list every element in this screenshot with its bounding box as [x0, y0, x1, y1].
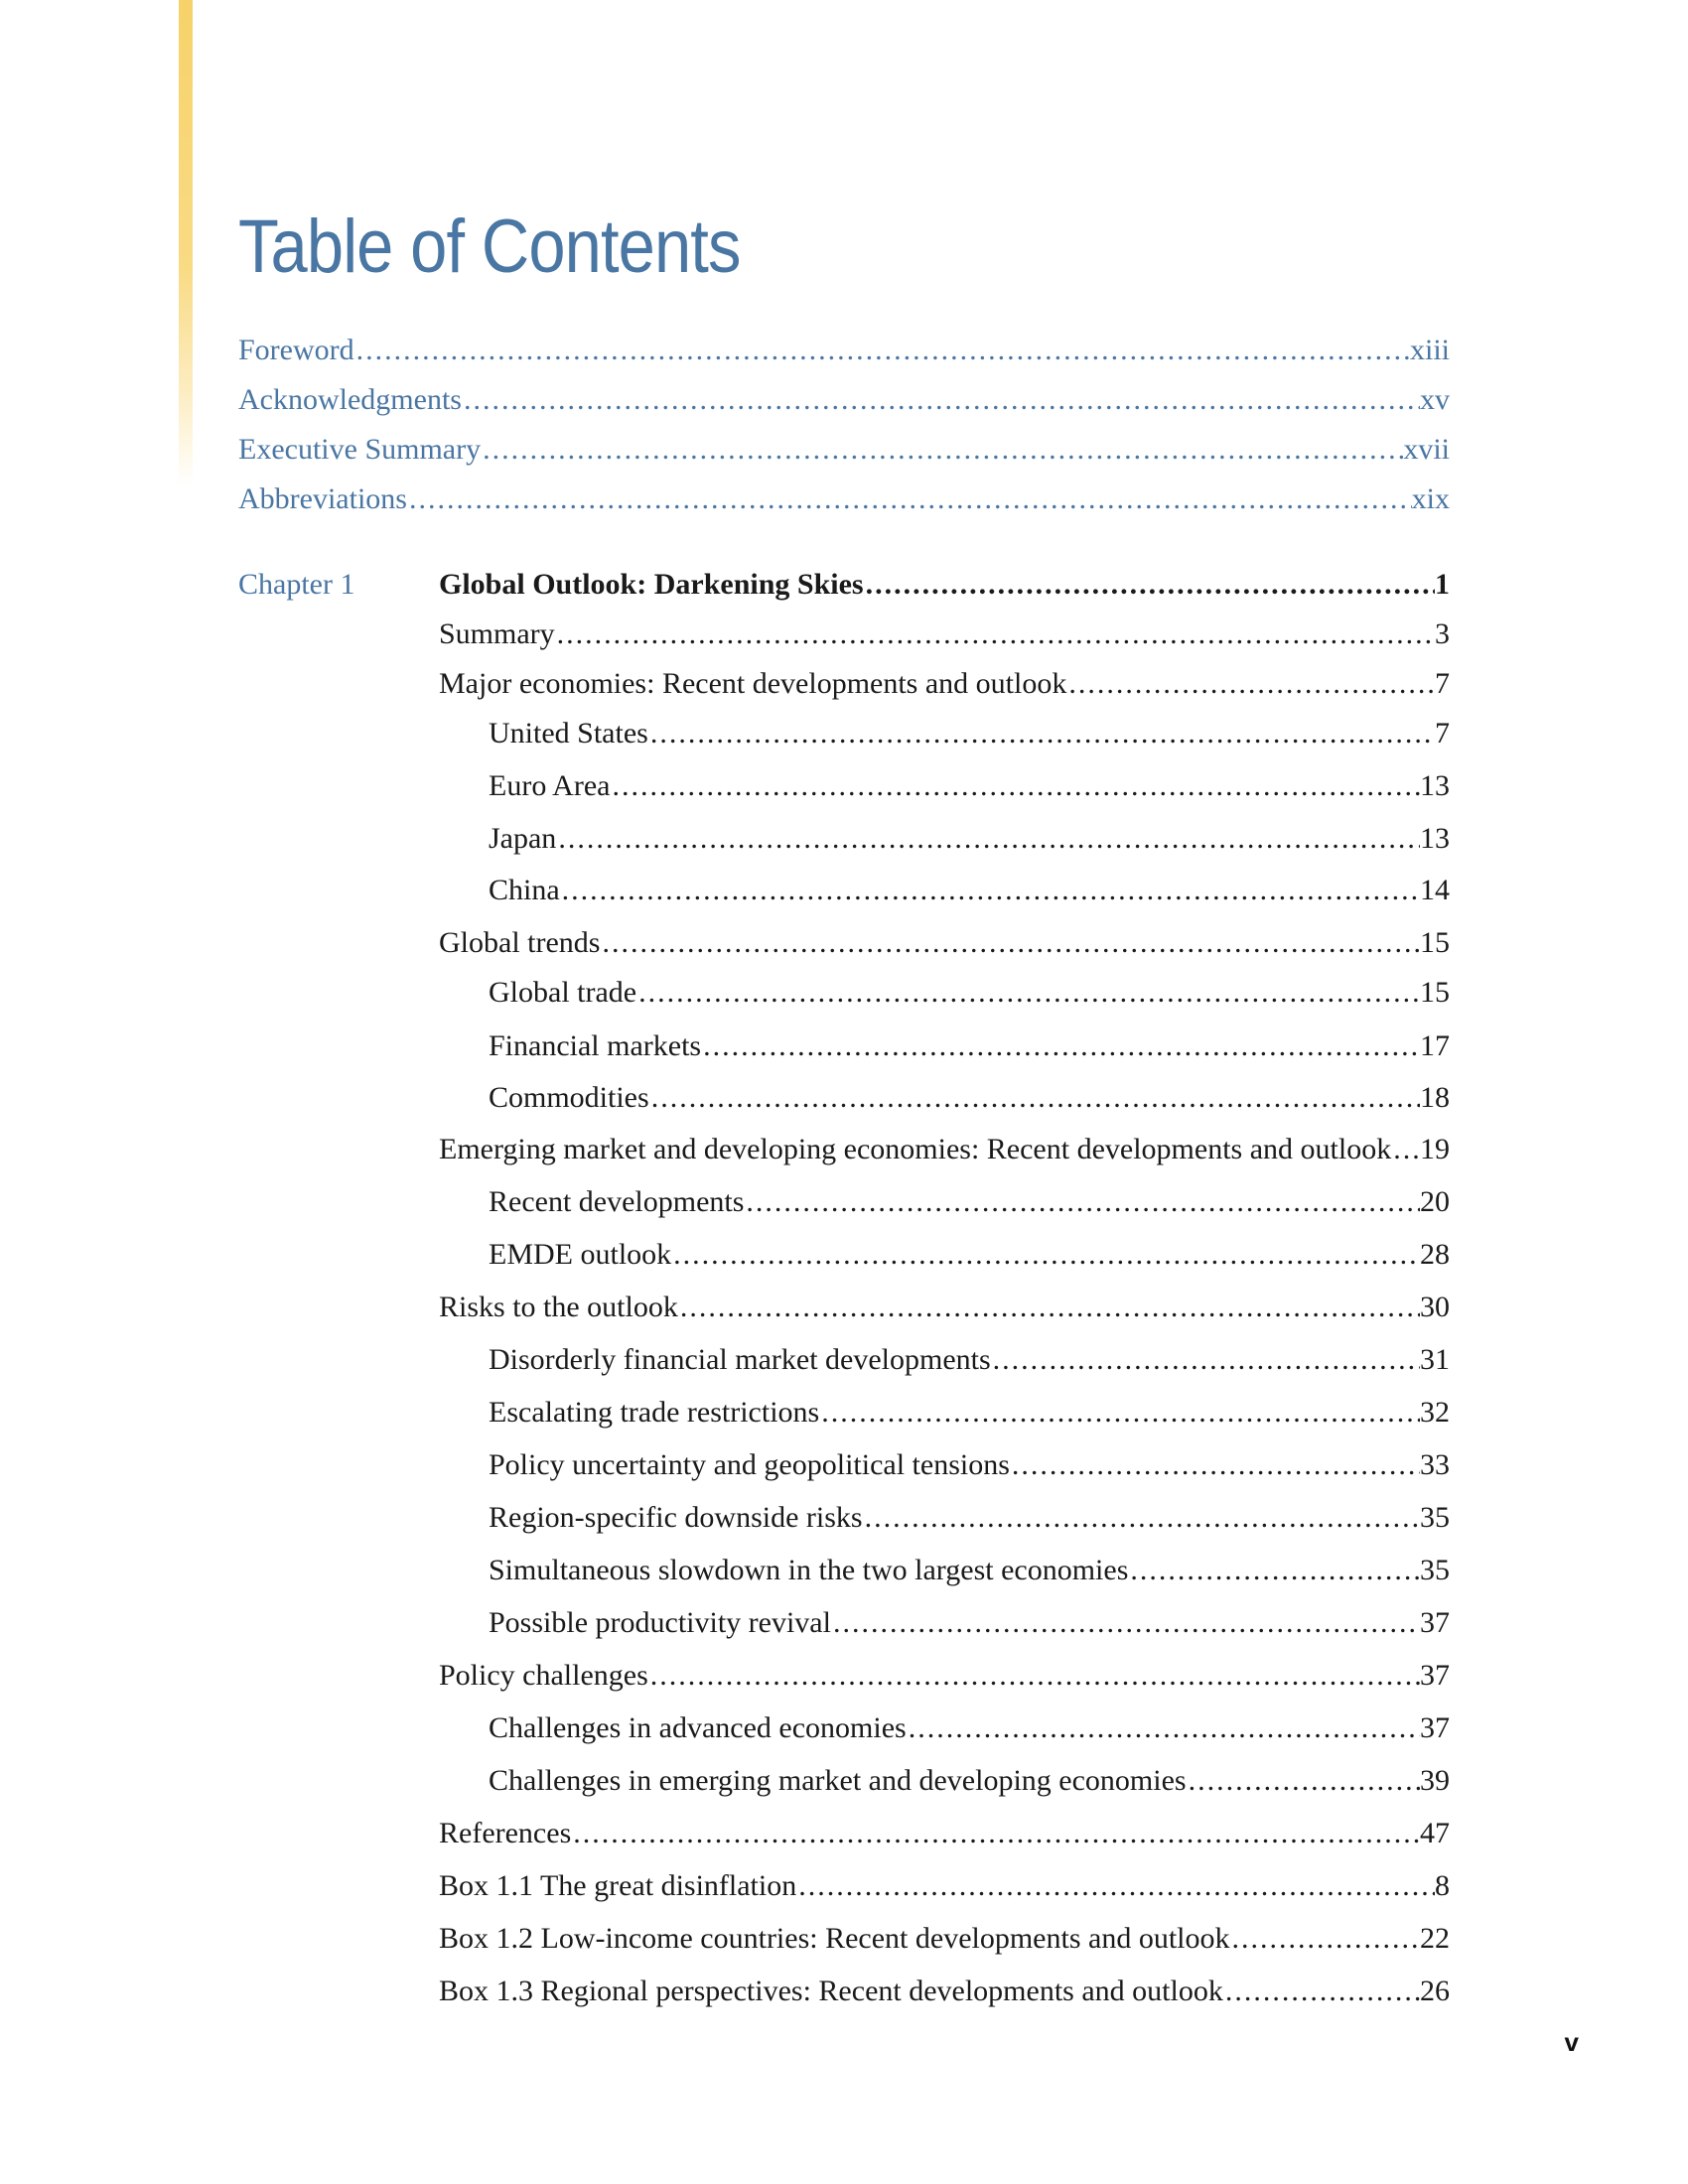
- toc-entry[interactable]: [489, 769, 1450, 809]
- leader-dots: [610, 769, 1420, 803]
- toc-entry-executive-summary[interactable]: [238, 433, 1450, 473]
- entry-page: 19: [1420, 1133, 1450, 1165]
- leader-dots: [1230, 1922, 1421, 1956]
- toc-entry[interactable]: [489, 1185, 1450, 1225]
- toc-entry[interactable]: [489, 1764, 1450, 1804]
- entry-label: Policy challenges: [439, 1659, 648, 1692]
- toc-entry[interactable]: [439, 1659, 1450, 1699]
- entry-label: Box 1.2 Low-income countries: Recent developments and outlook: [439, 1922, 1230, 1955]
- toc-entry[interactable]: [489, 1554, 1450, 1593]
- leader-dots: [1187, 1764, 1420, 1798]
- entry-label: Emerging market and developing economies: Recent developments and outlook: [439, 1133, 1392, 1165]
- entry-page: 14: [1420, 874, 1450, 906]
- entry-label: Risks to the outlook: [439, 1291, 678, 1323]
- toc-entry[interactable]: [439, 1817, 1450, 1856]
- entry-page: xiii: [1409, 334, 1450, 366]
- entry-label: Disorderly financial market developments: [489, 1343, 991, 1376]
- leader-dots: [354, 334, 1410, 367]
- page-number: v: [1564, 2027, 1579, 2057]
- entry-label: Challenges in emerging market and developing economies: [489, 1764, 1187, 1797]
- leader-dots: [407, 482, 1412, 516]
- entry-page: xvii: [1403, 433, 1450, 466]
- entry-page: 30: [1420, 1291, 1450, 1323]
- toc-entry[interactable]: [439, 667, 1450, 707]
- entry-page: 47: [1420, 1817, 1450, 1849]
- toc-entry[interactable]: [489, 1081, 1450, 1121]
- entry-page: 13: [1420, 769, 1450, 802]
- toc-entry-acknowledgments[interactable]: [238, 383, 1450, 423]
- entry-page: 39: [1420, 1764, 1450, 1797]
- entry-page: 8: [1435, 1869, 1450, 1902]
- leader-dots: [864, 568, 1435, 602]
- toc-entry[interactable]: [489, 1501, 1450, 1541]
- leader-dots: [819, 1396, 1420, 1430]
- entry-page: 37: [1420, 1659, 1450, 1692]
- entry-label: Major economies: Recent developments and outlook: [439, 667, 1067, 700]
- toc-entry[interactable]: [489, 717, 1450, 756]
- entry-page: 15: [1420, 976, 1450, 1009]
- leader-dots: [831, 1606, 1420, 1640]
- entry-label: Simultaneous slowdown in the two largest economies: [489, 1554, 1129, 1586]
- entry-page: 33: [1420, 1448, 1450, 1481]
- entry-page: 22: [1420, 1922, 1450, 1955]
- entry-page: xix: [1411, 482, 1450, 515]
- toc-entry[interactable]: [439, 1975, 1450, 2014]
- leader-dots: [671, 1238, 1420, 1272]
- entry-label: Foreword: [238, 334, 354, 366]
- entry-page: 37: [1420, 1711, 1450, 1744]
- chapter-label: Chapter 1: [238, 568, 355, 601]
- leader-dots: [649, 1081, 1420, 1115]
- entry-label: EMDE outlook: [489, 1238, 672, 1271]
- entry-page: 15: [1420, 926, 1450, 959]
- entry-label: Global trade: [489, 976, 637, 1009]
- entry-label: Summary: [439, 617, 555, 650]
- leader-dots: [636, 976, 1420, 1010]
- leader-dots: [1223, 1975, 1420, 2008]
- page-title: Table of Contents: [238, 205, 741, 289]
- toc-entry[interactable]: [489, 822, 1450, 862]
- entry-page: 3: [1435, 617, 1450, 650]
- entry-label: Recent developments: [489, 1185, 745, 1218]
- entry-label: References: [439, 1817, 572, 1849]
- entry-page: 37: [1420, 1606, 1450, 1639]
- entry-label: Policy uncertainty and geopolitical tensions: [489, 1448, 1010, 1481]
- entry-label: Region-specific downside risks: [489, 1501, 863, 1534]
- accent-bar: [179, 0, 193, 486]
- leader-dots: [1391, 1133, 1420, 1166]
- entry-label: Acknowledgments: [238, 383, 462, 416]
- toc-entry[interactable]: [489, 1448, 1450, 1488]
- toc-entry[interactable]: [489, 1343, 1450, 1383]
- leader-dots: [648, 717, 1435, 751]
- leader-dots: [744, 1185, 1420, 1219]
- entry-page: 31: [1420, 1343, 1450, 1376]
- leader-dots: [863, 1501, 1420, 1535]
- entry-label: Challenges in advanced economies: [489, 1711, 907, 1744]
- entry-page: 28: [1420, 1238, 1450, 1271]
- entry-label: United States: [489, 717, 648, 750]
- toc-entry[interactable]: [489, 1606, 1450, 1646]
- leader-dots: [678, 1291, 1420, 1324]
- entry-label: Global trends: [439, 926, 601, 959]
- toc-entry[interactable]: [489, 1711, 1450, 1751]
- entry-label: Escalating trade restrictions: [489, 1396, 820, 1429]
- entry-label: Executive Summary: [238, 433, 482, 466]
- entry-label: Euro Area: [489, 769, 611, 802]
- entry-page: xv: [1420, 383, 1450, 416]
- entry-label: Box 1.1 The great disinflation: [439, 1869, 797, 1902]
- leader-dots: [1010, 1448, 1420, 1482]
- leader-dots: [991, 1343, 1420, 1377]
- toc-entry-foreword[interactable]: [238, 334, 1450, 373]
- entry-page: 17: [1420, 1029, 1450, 1062]
- entry-page: 35: [1420, 1501, 1450, 1534]
- leader-dots: [560, 874, 1420, 907]
- leader-dots: [1066, 667, 1435, 701]
- leader-dots: [556, 822, 1420, 856]
- leader-dots: [1128, 1554, 1420, 1587]
- toc-entry[interactable]: [439, 926, 1450, 966]
- leader-dots: [907, 1711, 1420, 1745]
- entry-label: Abbreviations: [238, 482, 407, 515]
- toc-entry[interactable]: [439, 1291, 1450, 1330]
- leader-dots: [796, 1869, 1435, 1903]
- toc-entry[interactable]: [489, 1238, 1450, 1278]
- entry-page: 18: [1420, 1081, 1450, 1114]
- entry-page: 1: [1435, 568, 1450, 601]
- entry-page: 13: [1420, 822, 1450, 855]
- leader-dots: [648, 1659, 1420, 1693]
- entry-label: Global Outlook: Darkening Skies: [439, 568, 864, 601]
- entry-page: 20: [1420, 1185, 1450, 1218]
- toc-entry[interactable]: [489, 874, 1450, 913]
- entry-page: 32: [1420, 1396, 1450, 1429]
- leader-dots: [481, 433, 1403, 467]
- toc-entry-chapter-title[interactable]: [439, 568, 1450, 608]
- entry-label: Financial markets: [489, 1029, 702, 1062]
- toc-entry[interactable]: [439, 1922, 1450, 1962]
- entry-label: Japan: [489, 822, 557, 855]
- toc-entry[interactable]: [489, 1029, 1450, 1069]
- entry-page: 7: [1435, 717, 1450, 750]
- toc-entry[interactable]: [489, 976, 1450, 1016]
- leader-dots: [555, 617, 1435, 651]
- leader-dots: [600, 926, 1420, 960]
- entry-page: 7: [1435, 667, 1450, 700]
- entry-label: Box 1.3 Regional perspectives: Recent developments and outlook: [439, 1975, 1223, 2007]
- toc-entry[interactable]: [439, 1133, 1450, 1172]
- leader-dots: [571, 1817, 1420, 1850]
- entry-label: Commodities: [489, 1081, 649, 1114]
- entry-page: 26: [1420, 1975, 1450, 2007]
- toc-entry[interactable]: [439, 617, 1450, 657]
- leader-dots: [462, 383, 1420, 417]
- entry-label: Possible productivity revival: [489, 1606, 831, 1639]
- leader-dots: [701, 1029, 1420, 1063]
- toc-entry[interactable]: [489, 1396, 1450, 1435]
- entry-page: 35: [1420, 1554, 1450, 1586]
- toc-entry[interactable]: [439, 1869, 1450, 1909]
- toc-entry-abbreviations[interactable]: [238, 482, 1450, 522]
- entry-label: China: [489, 874, 560, 906]
